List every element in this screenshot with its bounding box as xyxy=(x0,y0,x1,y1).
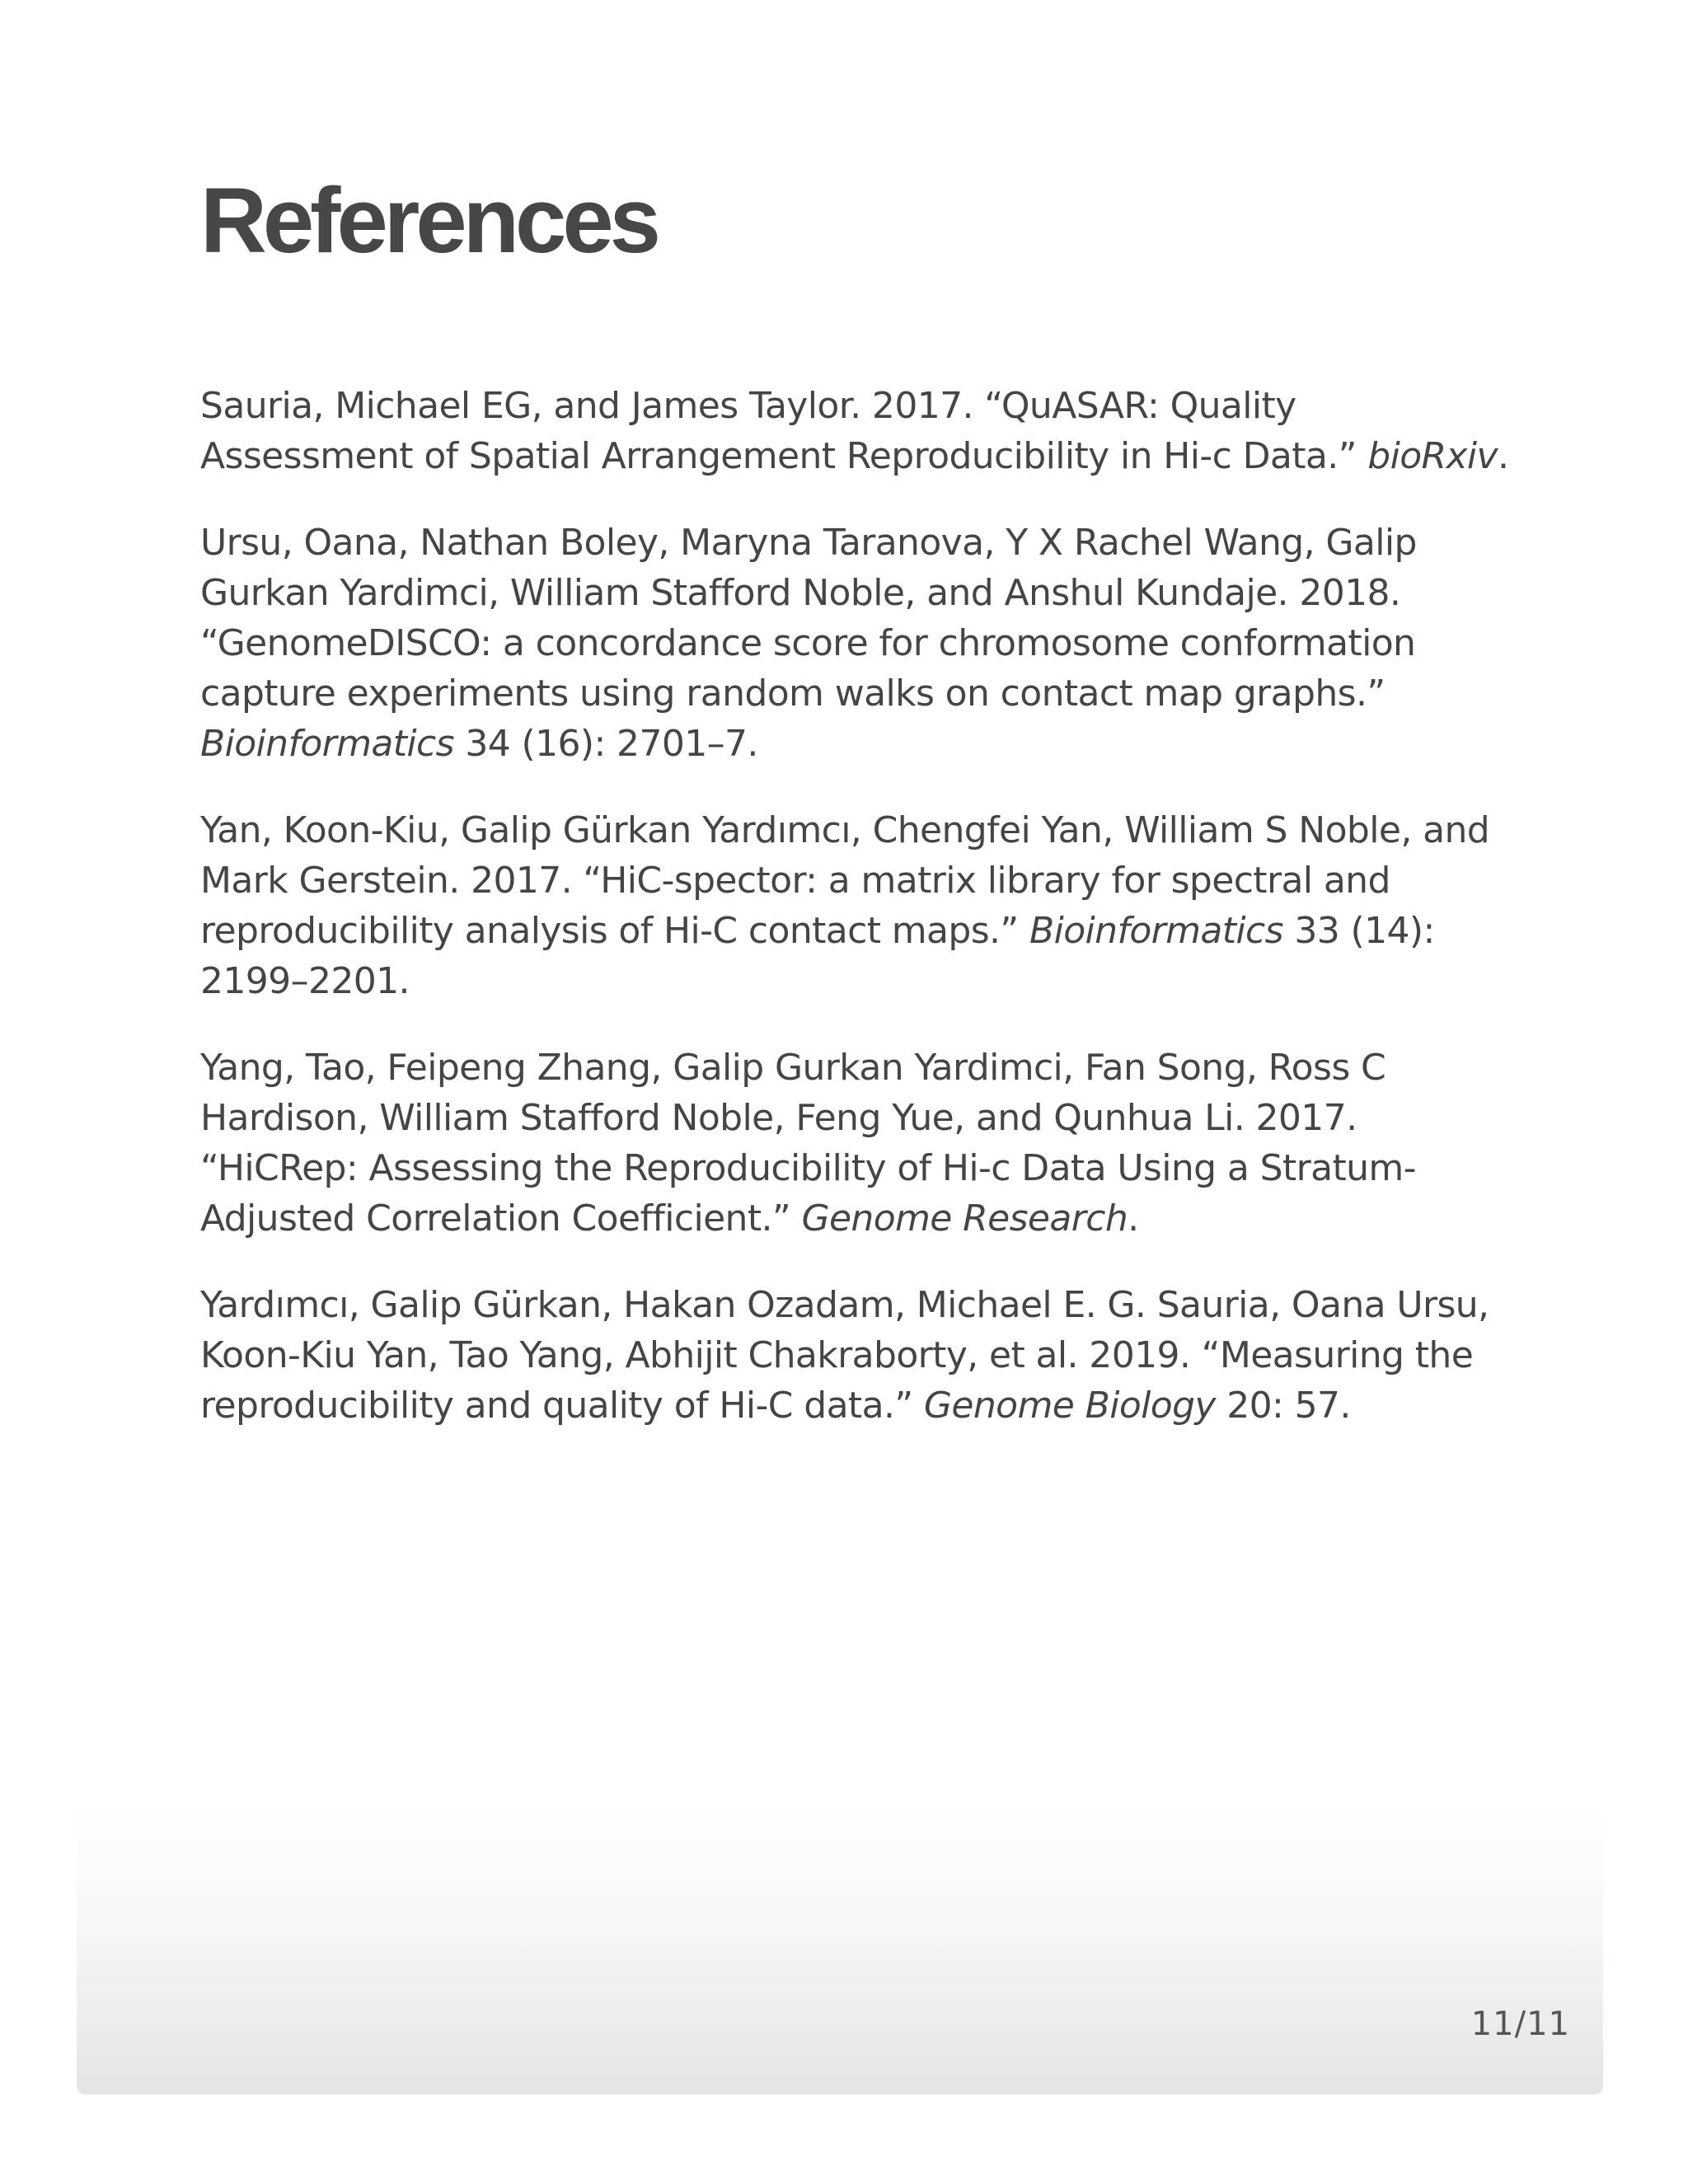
journal-name: Genome Biology xyxy=(923,1385,1216,1427)
journal-name: Genome Research xyxy=(801,1197,1128,1240)
page-title: References xyxy=(200,169,657,272)
reference-details: 34 (16): 2701–7. xyxy=(453,723,758,765)
reference-entry xyxy=(200,381,1519,481)
reference-entry xyxy=(200,1280,1519,1431)
journal-name: Bioinformatics xyxy=(1029,910,1283,952)
reference-text: Ursu, Oana, Nathan Boley, Maryna Taranova, Y X Rachel Wang, Galip Gurkan Yardimci, William Stafford Noble, and Anshul Kundaje. 2018. “GenomeDISCO: a concordance score for chromosome conformation capture experiments using random walks on contact map graphs.” xyxy=(200,522,1417,715)
journal-name: bioRxiv xyxy=(1367,435,1498,477)
reference-entry xyxy=(200,1043,1519,1244)
reference-list xyxy=(200,381,1519,1467)
reference-details: . xyxy=(1498,435,1509,477)
journal-name: Bioinformatics xyxy=(200,723,454,765)
reference-entry xyxy=(200,805,1519,1006)
page-number: 11/11 xyxy=(1470,2005,1570,2043)
reference-entry xyxy=(200,518,1519,769)
slide-footer xyxy=(77,1807,1603,2094)
reference-details: 33 (14): 2199–2201. xyxy=(200,910,1435,1002)
reference-text: Yardımcı, Galip Gürkan, Hakan Ozadam, Michael E. G. Sauria, Oana Ursu, Koon-Kiu Yan, Tao Yang, Abhijit Chakraborty, et al. 2019. “Measuring the reproducibility and quality of Hi-C data.” xyxy=(200,1284,1489,1427)
reference-details: . xyxy=(1128,1197,1139,1240)
reference-text: Yang, Tao, Feipeng Zhang, Galip Gurkan Yardimci, Fan Song, Ross C Hardison, William Stafford Noble, Feng Yue, and Qunhua Li. 2017. “HiCRep: Assessing the Reproducibility of Hi-c Data Using a Stratum- Adjusted Correlation Coefficient.” xyxy=(200,1047,1416,1240)
reference-text: Yan, Koon-Kiu, Galip Gürkan Yardımcı, Chengfei Yan, William S Noble, and Mark Gerstein. 2017. “HiC-spector: a matrix library for spectral and reproducibility analysis of Hi-C contact maps.” xyxy=(200,809,1490,952)
reference-text: Sauria, Michael EG, and James Taylor. 2017. “QuASAR: Quality Assessment of Spatial Arrangement Reproducibility in Hi-c Data.” xyxy=(200,385,1368,477)
reference-details: 20: 57. xyxy=(1215,1385,1351,1427)
